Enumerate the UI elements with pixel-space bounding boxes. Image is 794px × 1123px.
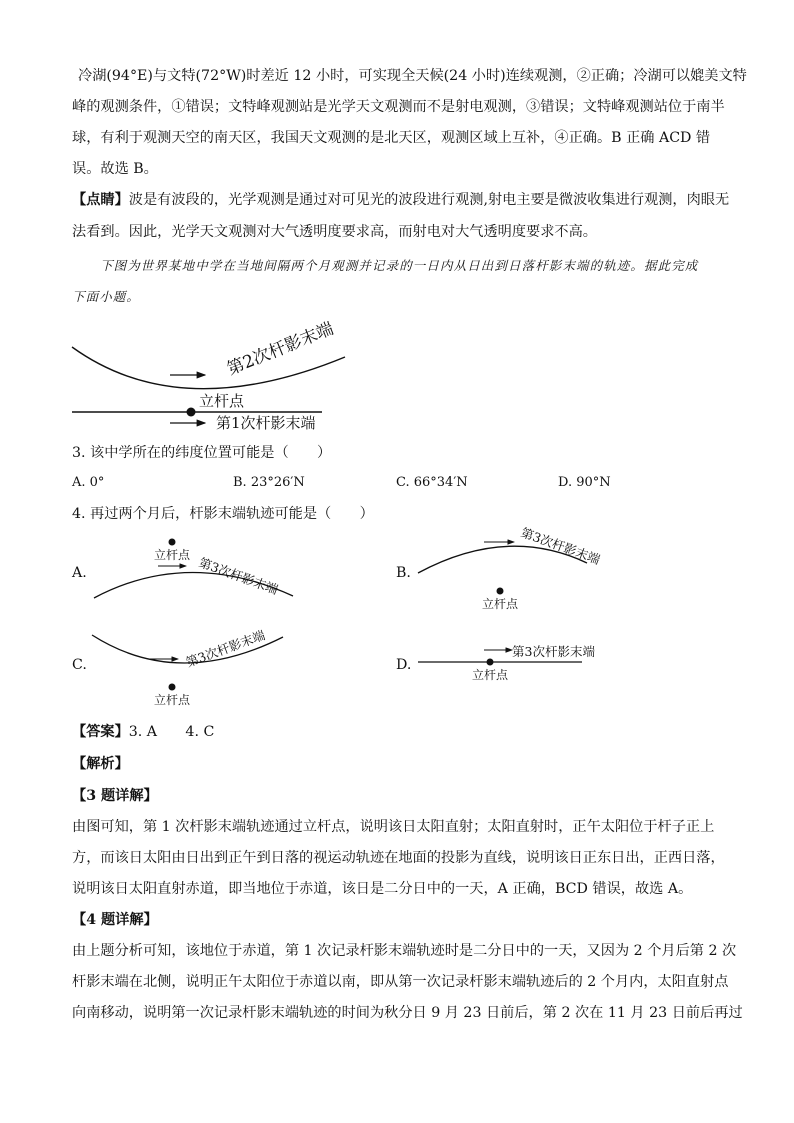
q4-option-d-letter: D. (396, 657, 412, 673)
note-line-2: 法看到。因此，光学天文观测对大气透明度要求高，而射电对大气透明度要求不高。 (72, 224, 597, 240)
intro-line-2: 峰的观测条件，①错误；文特峰观测站是光学天文观测而不是射电观测，③错误；文特峰观测站位于南半 (72, 99, 725, 115)
answer-text: 3. A 4. C (128, 724, 215, 740)
q4-option-b-letter: B. (396, 565, 411, 581)
note-tag: 【点睛】 (72, 192, 129, 208)
label-pole: 立杆点 (199, 392, 245, 410)
label-first-shadow: 第1次杆影末端 (216, 414, 316, 432)
q4-d-pole-label: 立杆点 (472, 668, 509, 682)
q4-option-d-figure (412, 638, 622, 688)
detail4-line-1: 由上题分析可知，该地位于赤道，第 1 次记录杆影末端轨迹时是二分日中的一天，又因为 2 个月后第 2 次 (72, 943, 737, 959)
analysis-tag: 【解析】 (72, 756, 129, 772)
detail4-tag: 【4 题详解】 (72, 912, 158, 928)
pole-point (187, 408, 196, 417)
second-trajectory-curve (72, 347, 345, 389)
q4-d-pole-point (487, 659, 494, 666)
q4-option-a-letter: A. (72, 565, 87, 581)
q4-c-label: 第3次杆影末端 (183, 627, 267, 670)
q4-b-pole-label: 立杆点 (482, 597, 519, 611)
q3-option-a: A. 0° (72, 475, 105, 490)
note-text-1: 波是有波段的，光学观测是通过对可见光的波段进行观测,射电主要是微波收集进行观测，肉眼无 (128, 192, 730, 208)
q4-c-pole-label: 立杆点 (154, 693, 191, 707)
q4-c-pole-point (169, 684, 176, 691)
answer-tag: 【答案】 (72, 724, 129, 740)
detail3-line-2: 方，而该日太阳由日出到正午到日落的视运动轨迹在地面的投影为直线，说明该日正东日出，正西日落， (72, 850, 725, 866)
passage-line-2: 下面小题。 (72, 289, 141, 304)
detail3-line-3: 说明该日太阳直射赤道，即当地位于赤道，该日是二分日中的一天，A 正确，BCD 错误，故选 A。 (72, 881, 693, 897)
passage-line-1: 下图为世界某地中学在当地间隔两个月观测并记录的一日内从日出到日落杆影末端的轨迹。据此完成 (100, 258, 699, 273)
label-second-shadow: 第2次杆影末端 (224, 318, 337, 380)
note-line-1 (72, 190, 729, 210)
q3-option-d: D. 90°N (558, 475, 611, 490)
q3-option-c: C. 66°34′N (396, 475, 468, 490)
q4-d-label: 第3次杆影末端 (512, 644, 595, 659)
q4-a-label: 第3次杆影末端 (196, 554, 281, 598)
q4-a-pole-label: 立杆点 (154, 548, 191, 562)
intro-line-4: 误。故选 B。 (72, 161, 158, 177)
q3-option-b: B. 23°26′N (233, 475, 305, 490)
q4-option-b-figure (412, 525, 622, 615)
q4-b-label: 第3次杆影末端 (518, 525, 603, 568)
detail3-line-1: 由图可知，第 1 次杆影末端轨迹通过立杆点，说明该日太阳直射；太阳直射时，正午太阳位于杆子正上 (72, 819, 715, 835)
q4-option-c-letter: C. (72, 657, 87, 673)
q3-stem: 3. 该中学所在的纬度位置可能是（ ） (72, 445, 332, 461)
intro-line-1: 冷湖(94°E)与文特(72°W)时差近 12 小时，可实现全天候(24 小时)连续观测，②正确；冷湖可以媲美文特 (78, 68, 747, 84)
q4-stem: 4. 再过两个月后，杆影末端轨迹可能是（ ） (72, 506, 374, 522)
shadow-trajectory-figure (60, 315, 360, 440)
intro-line-3: 球，有利于观测天空的南天区，我国天文观测的是北天区，观测区域上互补，④正确。B 正确 ACD 错 (72, 130, 711, 146)
q4-a-pole-point (169, 539, 176, 546)
detail4-line-3: 向南移动，说明第一次记录杆影末端轨迹的时间为秋分日 9 月 23 日前后，第 2 次在 11 月 23 日前后再过 (72, 1005, 743, 1021)
detail4-line-2: 杆影末端在北侧，说明正午太阳位于赤道以南，即从第一次记录杆影末端轨迹后的 2 个月内，太阳直射点 (72, 974, 729, 990)
q4-b-pole-point (497, 588, 504, 595)
q4-option-c-figure (88, 615, 308, 710)
answer-line (72, 722, 214, 742)
detail3-tag: 【3 题详解】 (72, 788, 158, 804)
q4-option-a-figure (88, 533, 318, 613)
